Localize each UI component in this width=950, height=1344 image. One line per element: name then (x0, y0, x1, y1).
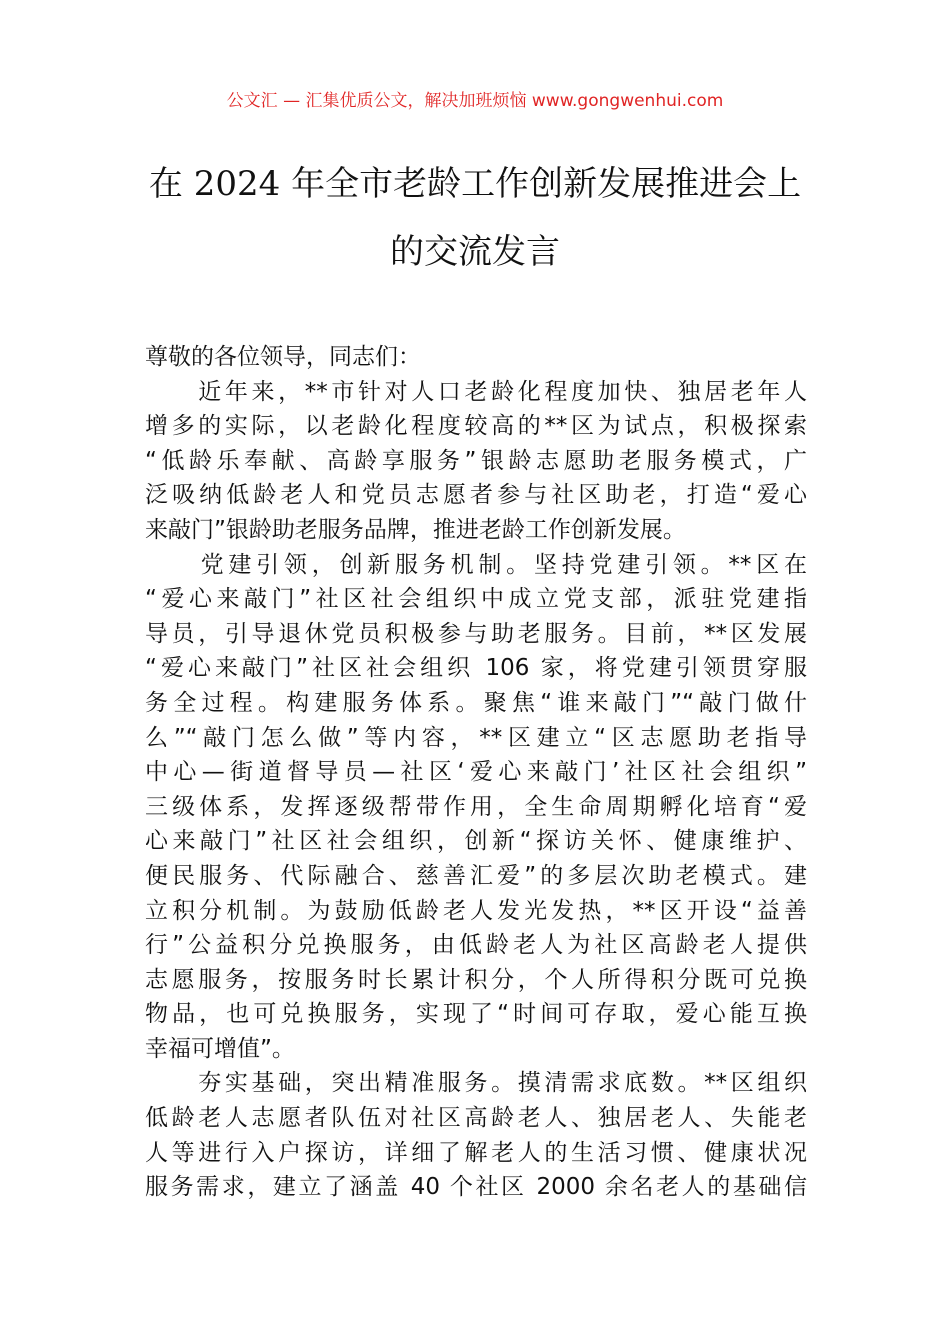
document-title (60, 150, 890, 286)
body-line: 么”“敲门怎么做”等内容，**区建立“区志愿助老指导 (145, 724, 807, 751)
body-line: 导员，引导退休党员积极参与助老服务。目前，**区发展 (145, 620, 807, 647)
body-line: 人等进行入户探访，详细了解老人的生活习惯、健康状况 (145, 1139, 807, 1166)
body-line: 志愿服务，按服务时长累计积分，个人所得积分既可兑换 (145, 966, 807, 993)
body-line: 便民服务、代际融合、慈善汇爱”的多层次助老模式。建 (145, 862, 807, 889)
body-line: 立积分机制。为鼓励低龄老人发光发热，**区开设“益善 (145, 897, 807, 924)
body-line: 服务需求，建立了涵盖 40 个社区 2000 余名老人的基础信 (145, 1174, 807, 1201)
header-banner[interactable]: 公文汇 — 汇集优质公文，解决加班烦恼 www.gongwenhui.com (226, 91, 724, 111)
document-body (145, 340, 807, 1205)
body-line: 务全过程。构建服务体系。聚焦“谁来敲门”“敲门做什 (145, 689, 807, 716)
body-line: 党建引领，创新服务机制。坚持党建引领。**区在 (145, 551, 807, 578)
body-line: “低龄乐奉献、高龄享服务”银龄志愿助老服务模式，广 (145, 447, 807, 474)
body-line: 增多的实际，以老龄化程度较高的**区为试点，积极探索 (145, 413, 807, 440)
salutation: 尊敬的各位领导，同志们： (145, 344, 421, 370)
body-line: 泛吸纳低龄老人和党员志愿者参与社区助老，打造“爱心 (145, 482, 807, 509)
body-line: 低龄老人志愿者队伍对社区高龄老人、独居老人、失能老 (145, 1105, 807, 1132)
body-line: 物品，也可兑换服务，实现了“时间可存取，爱心能互换 (145, 1001, 807, 1028)
body-line: “爱心来敲门”社区社会组织中成立党支部，派驻党建指 (145, 586, 807, 613)
body-line: 夯实基础，突出精准服务。摸清需求底数。**区组织 (145, 1070, 807, 1097)
body-line: “爱心来敲门”社区社会组织 106 家，将党建引领贯穿服 (145, 655, 807, 682)
body-line: 来敲门”银龄助老服务品牌，推进老龄工作创新发展。 (145, 516, 686, 543)
body-line: 心来敲门”社区社会组织，创新“探访关怀、健康维护、 (145, 828, 807, 855)
body-line: 近年来，**市针对人口老龄化程度加快、独居老年人 (145, 378, 807, 405)
body-line: 幸福可增值”。 (145, 1035, 295, 1062)
body-line: 行”公益积分兑换服务，由低龄老人为社区高龄老人提供 (145, 932, 807, 959)
title-line: 在 2024 年全市老龄工作创新发展推进会上 (148, 164, 802, 204)
body-line: 三级体系，发挥逐级帮带作用，全生命周期孵化培育“爱 (145, 793, 807, 820)
body-line: 中心—街道督导员—社区‘爱心来敲门’社区社会组织” (145, 759, 807, 786)
title-line: 的交流发言 (390, 232, 560, 272)
